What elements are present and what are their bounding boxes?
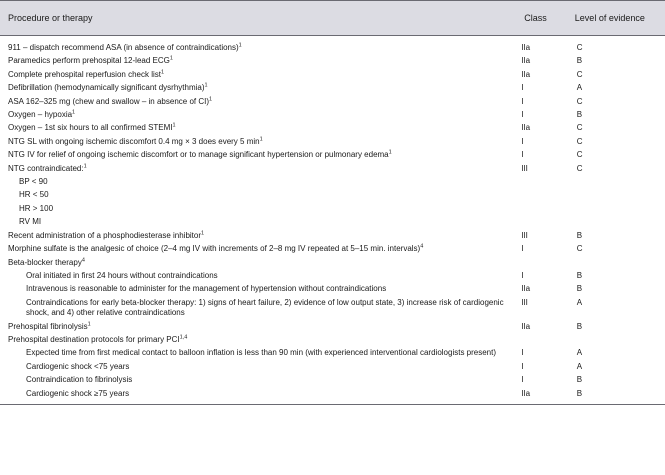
- class-cell: III: [521, 163, 528, 173]
- class-cell: [516, 333, 567, 346]
- reference-superscript: 1: [160, 69, 165, 76]
- table-row: [0, 135, 665, 148]
- reference-superscript: 4: [420, 243, 424, 250]
- class-cell: III: [521, 230, 528, 240]
- procedure-text: Paramedics perform prehospital 12-lead ECG: [8, 56, 170, 66]
- evidence-cell: C: [576, 136, 583, 146]
- procedure-text: Defibrillation (hemodynamically significant dysrhythmia): [8, 83, 205, 93]
- procedure-cell: [0, 333, 516, 346]
- evidence-cell: B: [576, 270, 583, 280]
- procedure-text: Morphine sulfate is the analgesic of choice (2–4 mg IV with increments of 2–8 mg IV repeated at 5–15 min. intervals): [8, 244, 421, 254]
- evidence-cell: [567, 176, 665, 189]
- procedure-cell: [0, 109, 516, 122]
- class-cell: [516, 176, 567, 189]
- procedure-text: Recent administration of a phosphodiesterase inhibitor: [8, 230, 202, 240]
- table-row: [0, 229, 665, 242]
- table-row: [0, 347, 665, 360]
- evidence-cell: B: [576, 110, 583, 120]
- procedure-cell: [0, 269, 516, 282]
- procedure-cell: [0, 36, 516, 55]
- class-cell: [516, 189, 567, 202]
- header-evidence: Level of evidence: [567, 1, 665, 36]
- procedure-text: Intravenous is reasonable to administer for the management of hypertension without contraindications: [26, 284, 387, 294]
- evidence-cell: A: [576, 83, 583, 93]
- procedure-text: Contraindications for early beta-blocker therapy: 1) signs of heart failure, 2) evidence of low output state, 3) increase risk of cardiogenic shock, and 4) other relative contraindications: [26, 297, 504, 318]
- procedure-text: HR > 100: [19, 203, 54, 213]
- class-cell: IIa: [521, 123, 531, 133]
- procedure-cell: [0, 320, 516, 333]
- evidence-cell: [567, 216, 665, 229]
- header-procedure: Procedure or therapy: [0, 1, 516, 36]
- evidence-cell: [567, 333, 665, 346]
- procedure-cell: [0, 347, 516, 360]
- procedure-text: Prehospital fibrinolysis: [8, 321, 88, 331]
- procedure-text: Prehospital destination protocols for primary PCI: [8, 334, 180, 344]
- procedure-text: 911 – dispatch recommend ASA (in absence of contraindications): [8, 43, 239, 52]
- class-cell: I: [521, 83, 524, 93]
- evidence-cell: A: [576, 297, 583, 307]
- table-row: [0, 55, 665, 68]
- procedure-cell: [0, 55, 516, 68]
- procedure-cell: [0, 202, 516, 215]
- procedure-text: RV MI: [19, 217, 42, 227]
- procedure-cell: [0, 122, 516, 135]
- procedure-text: BP < 90: [19, 177, 48, 187]
- header-row: [0, 1, 665, 36]
- procedure-cell: [0, 95, 516, 108]
- procedure-text: Beta-blocker therapy: [8, 257, 82, 267]
- table-row: [0, 36, 665, 55]
- class-cell: IIa: [521, 321, 531, 331]
- procedure-text: NTG SL with ongoing ischemic discomfort 0.4 mg × 3 does every 5 min: [8, 136, 260, 146]
- reference-superscript: 1: [209, 95, 213, 102]
- procedure-cell: [0, 229, 516, 242]
- evidence-cell: B: [576, 56, 583, 66]
- class-cell: IIa: [521, 43, 531, 52]
- procedure-cell: [0, 135, 516, 148]
- evidence-cell: B: [567, 387, 665, 404]
- procedure-text: ASA 162–325 mg (chew and swallow – in absence of CI): [8, 96, 210, 106]
- evidence-cell: B: [576, 230, 583, 240]
- evidence-cell: C: [576, 123, 583, 133]
- table-row: [0, 243, 665, 256]
- table-row: [0, 122, 665, 135]
- evidence-cell: C: [576, 150, 583, 160]
- procedure-cell: [0, 162, 516, 175]
- procedure-cell: [0, 256, 516, 269]
- table-row: [0, 269, 665, 282]
- table-row: [0, 296, 665, 320]
- class-cell: I: [521, 375, 524, 385]
- evidence-cell: A: [576, 348, 583, 358]
- class-cell: I: [521, 348, 524, 358]
- reference-superscript: 1: [238, 42, 242, 49]
- reference-superscript: 1: [169, 55, 173, 62]
- procedure-text: NTG contraindicated:: [8, 163, 84, 173]
- procedure-cell: [0, 387, 516, 404]
- procedure-text: Oxygen – 1st six hours to all confirmed STEMI: [8, 123, 173, 133]
- reference-superscript: 1: [259, 136, 263, 143]
- table-row: [0, 216, 665, 229]
- table-row: [0, 333, 665, 346]
- procedure-text: Contraindication to fibrinolysis: [26, 375, 133, 385]
- table-row: [0, 162, 665, 175]
- table-row: [0, 374, 665, 387]
- table-row: [0, 82, 665, 95]
- reference-superscript: 1: [72, 109, 76, 116]
- class-cell: I: [521, 136, 524, 146]
- class-cell: [516, 202, 567, 215]
- table-row: [0, 109, 665, 122]
- table-body: [0, 36, 665, 405]
- class-cell: I: [521, 150, 524, 160]
- table-row: [0, 360, 665, 373]
- procedure-cell: [0, 296, 516, 320]
- evidence-cell: [567, 256, 665, 269]
- evidence-cell: C: [576, 43, 583, 52]
- procedure-cell: [0, 176, 516, 189]
- class-cell: IIa: [521, 69, 531, 79]
- reference-superscript: 1: [201, 230, 205, 237]
- procedure-cell: [0, 360, 516, 373]
- reference-superscript: 1: [172, 122, 176, 129]
- procedure-cell: [0, 216, 516, 229]
- class-cell: I: [521, 244, 524, 254]
- table-row: [0, 68, 665, 81]
- procedure-cell: [0, 374, 516, 387]
- evidence-cell: C: [576, 244, 583, 254]
- evidence-cell: C: [576, 163, 583, 173]
- table-row: [0, 149, 665, 162]
- evidence-cell: B: [576, 375, 583, 385]
- table-row: [0, 95, 665, 108]
- reference-superscript: 1: [204, 82, 208, 89]
- table-row: [0, 256, 665, 269]
- header-class: Class: [516, 1, 567, 36]
- class-cell: III: [521, 297, 528, 307]
- table-row: [0, 283, 665, 296]
- class-cell: IIa: [521, 56, 531, 66]
- procedure-text: NTG IV for relief of ongoing ischemic discomfort or to manage significant hypertension or pulmonary edema: [8, 150, 389, 160]
- procedure-cell: [0, 283, 516, 296]
- procedure-text: Oxygen – hypoxia: [8, 110, 73, 120]
- table-row: [0, 189, 665, 202]
- class-cell: [516, 256, 567, 269]
- procedure-cell: [0, 189, 516, 202]
- evidence-cell: B: [576, 321, 583, 331]
- procedure-text: Complete prehospital reperfusion check list: [8, 69, 161, 79]
- procedure-cell: [0, 82, 516, 95]
- reference-superscript: 4: [81, 256, 85, 263]
- reference-superscript: 1: [388, 149, 392, 156]
- evidence-cell: C: [576, 96, 583, 106]
- procedure-text: Expected time from first medical contact to balloon inflation is less than 90 min (with experienced interventional cardiologists present): [26, 348, 497, 358]
- evidence-cell: [567, 202, 665, 215]
- reference-superscript: 1: [83, 163, 87, 169]
- table-row: [0, 320, 665, 333]
- table-row: [0, 202, 665, 215]
- reference-superscript: 1,4: [179, 334, 188, 341]
- evidence-cell: C: [576, 69, 583, 79]
- evidence-cell: B: [576, 284, 583, 294]
- evidence-cell: A: [576, 361, 583, 371]
- class-cell: I: [521, 96, 524, 106]
- class-cell: IIa: [521, 284, 531, 294]
- procedure-text: Oral initiated in first 24 hours without contraindications: [26, 270, 218, 280]
- procedure-text: Cardiogenic shock ≥75 years: [26, 388, 130, 398]
- procedure-cell: [0, 243, 516, 256]
- table-row: [0, 176, 665, 189]
- procedure-text: HR < 50: [19, 190, 49, 200]
- class-cell: IIa: [516, 387, 567, 404]
- reference-superscript: 1: [87, 320, 91, 327]
- class-cell: [516, 216, 567, 229]
- table-header: [0, 1, 665, 36]
- procedure-text: Cardiogenic shock <75 years: [26, 361, 130, 371]
- evidence-cell: [567, 189, 665, 202]
- class-cell: I: [521, 361, 524, 371]
- class-cell: I: [521, 110, 524, 120]
- procedure-cell: [0, 68, 516, 81]
- procedure-cell: [0, 149, 516, 162]
- table-row: [0, 387, 665, 404]
- class-cell: I: [521, 270, 524, 280]
